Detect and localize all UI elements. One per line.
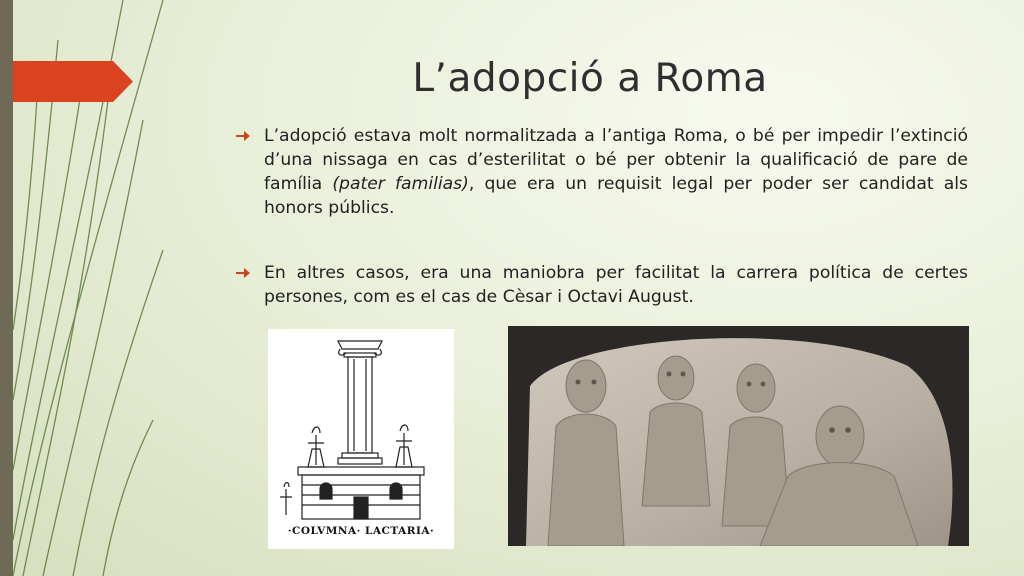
bullet-text-italic: (pater familias) xyxy=(332,174,469,194)
arrow-bullet-icon xyxy=(236,131,250,141)
bullet-text-main: En altres casos, era una maniobra per facilitat la carrera política de certes persones, com es el cas de Cèsar i Octavi August. xyxy=(264,263,968,307)
roman-relief-icon xyxy=(508,326,969,546)
left-accent-bar xyxy=(0,0,13,576)
bullet-text xyxy=(264,124,968,220)
column-lactaria-image xyxy=(268,329,454,549)
bullet-text xyxy=(264,261,968,309)
bullet-item xyxy=(236,261,968,309)
roman-relief-image xyxy=(508,326,969,546)
title-accent-arrow xyxy=(13,61,133,102)
column-engraving-icon xyxy=(268,329,454,523)
bullet-text-end: , que era un requisit legal per poder ser candidat als honors públics. xyxy=(264,174,968,218)
arrow-bullet-icon xyxy=(236,268,250,278)
bullet-item xyxy=(236,124,968,220)
column-caption: ·COLVMNA· LACTARIA· xyxy=(287,525,435,537)
slide-title: L’adopció a Roma xyxy=(412,56,768,101)
bullet-text-main: L’adopció estava molt normalitzada a l’antiga Roma, o bé per impedir l’extinció d’una nissaga en cas d’esterilitat o bé per obtenir la qualificació de pare de família xyxy=(264,126,968,194)
